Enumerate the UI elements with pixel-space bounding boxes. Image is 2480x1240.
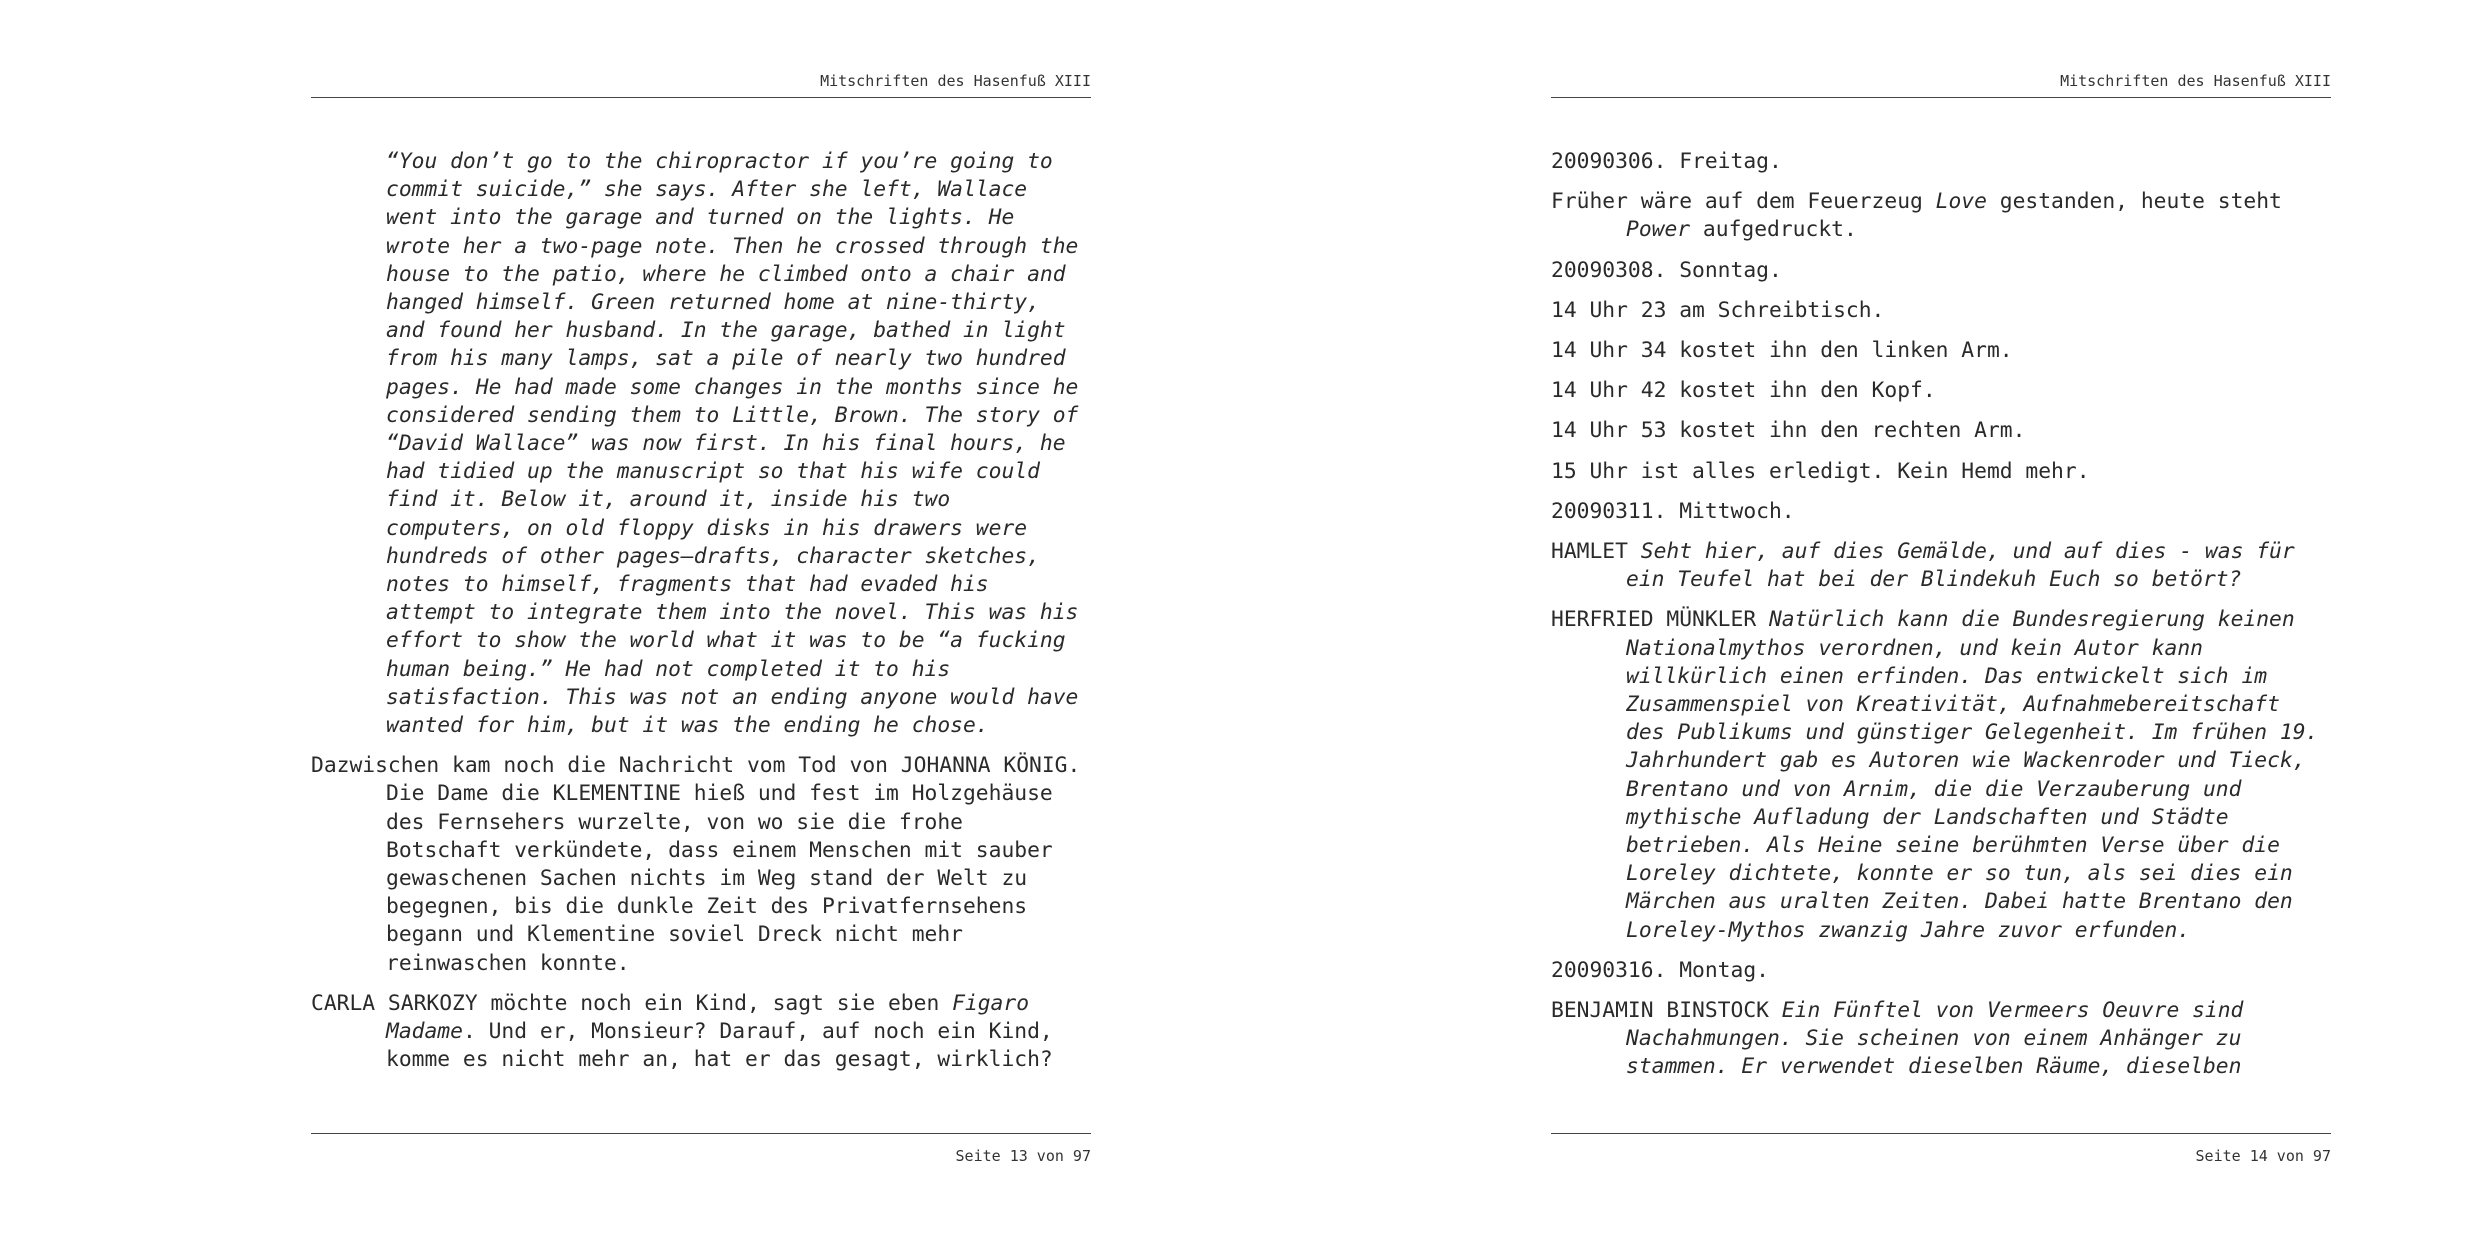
paragraph-feuerzeug [1551, 188, 2331, 244]
paragraph-binstock [1551, 997, 2331, 1082]
time-entry: 14 Uhr 42 kostet ihn den Kopf. [1551, 378, 1936, 404]
date-entry: 20090306. Freitag. [1551, 149, 1782, 174]
text-run: Früher wäre auf dem Feuerzeug [1551, 189, 1936, 215]
speaker-name: HAMLET [1551, 539, 1641, 565]
text-run: gestanden, heute steht [1986, 189, 2282, 215]
running-head: Mitschriften des Hasenfuß XIII [2060, 72, 2331, 90]
paragraph-sarkozy [311, 990, 1091, 1075]
italic-run: Ein Fünftel von Vermeers Oeuvre sind Nachahmungen. Sie scheinen von einem Anhänger zu stammen. Er verwendet dieselben Räume, dieselben [1626, 998, 2244, 1080]
text-run: CARLA SARKOZY möchte noch ein Kind, sagt sie eben [311, 990, 953, 1016]
footer-rule [1551, 1133, 2331, 1134]
page-number: Seite 13 von 97 [955, 1147, 1091, 1165]
footer-rule [311, 1133, 1091, 1134]
time-entry: 14 Uhr 53 kostet ihn den rechten Arm. [1551, 418, 2026, 444]
paragraph-muenkler [1551, 606, 2331, 944]
italic-run: Seht hier, auf dies Gemälde, und auf dies - was für ein Teufel hat bei der Blindekuh Euch so betört? [1626, 539, 2295, 593]
right-page [1240, 0, 2480, 1240]
paragraph-hamlet [1551, 538, 2331, 594]
italic-run: Figaro Madame [386, 990, 1030, 1045]
running-head: Mitschriften des Hasenfuß XIII [820, 72, 1091, 90]
italic-run: Love [1935, 189, 1987, 215]
time-entry: 14 Uhr 34 kostet ihn den linken Arm. [1551, 338, 2013, 364]
text-run: aufgedruckt. [1690, 217, 1857, 243]
page-number: Seite 14 von 97 [2195, 1147, 2331, 1165]
italic-run: Power [1626, 217, 1691, 243]
header-rule [311, 97, 1091, 98]
header-rule [1551, 97, 2331, 98]
page-body [311, 148, 1091, 1087]
block-quote-wallace: “You don’t go to the chiropractor if you’re going to commit suicide,” she says. After she left, Wallace went into the garage and turned on the lights. He wrote her a two-page note. Then he crossed through the house to the patio, where he climbed onto a chair and hanged himself. Green returned home at nine-thirty, and found her husband. In the garage, bathed in light from his many lamps, sat a pile of nearly two hundred pages. He had made some changes in the months since he considered sending them to Little, Brown. The story of “David Wallace” was now first. In his final hours, he had tidied up the manuscript so that his wife could find it. Below it, around it, inside his two computers, on old floppy disks in his drawers were hundreds of other pages—drafts, character sketches, notes to himself, fragments that had evaded his attempt to integrate them into the novel. This was his effort to show the world what it was to be “a fucking human being.” He had not completed it to his satisfaction. This was not an ending anyone would have wanted for him, but it was the ending he chose. [386, 149, 1079, 739]
date-entry: 20090311. Mittwoch. [1551, 498, 1795, 524]
date-entry: 20090316. Montag. [1551, 957, 1769, 983]
time-entry: 14 Uhr 23 am Schreibtisch. [1551, 297, 1885, 323]
page-body [1551, 148, 2331, 1094]
speaker-name: BENJAMIN BINSTOCK [1551, 998, 1782, 1024]
speaker-name: HERFRIED MÜNKLER [1551, 607, 1769, 633]
paragraph-koenig: Dazwischen kam noch die Nachricht vom Tod von JOHANNA KÖNIG. Die Dame die KLEMENTINE hieß und fest im Holzgehäuse des Fernsehers wurzelte, von wo sie die frohe Botschaft verkündete, dass einem Menschen mit sauber gewaschenen Sachen nichts im Weg stand der Welt zu begegnen, bis die dunkle Zeit des Privatfernsehens begann und Klementine soviel Dreck nicht mehr reinwaschen konnte. [311, 753, 1081, 976]
italic-run: Natürlich kann die Bundesregierung keinen Nationalmythos verordnen, und kein Autor kann willkürlich einen erfinden. Das entwickelt sich im Zusammenspiel von Kreativität, Aufnahmebereitschaft des Publikums und günstiger Gelegenheit. Im frühen 19. Jahrhundert gab es Autoren wie Wackenroder und Tieck, Brentano und von Arnim, die die Verzauberung und mythische Aufladung der Landschaften und Städte betrieben. Als Heine seine berühmten Verse über die Loreley dichtete, konnte er so tun, als sei dies ein Märchen aus uralten Zeiten. Dabei hatte Brentano den Loreley-Mythos zwanzig Jahre zuvor erfunden. [1626, 607, 2319, 943]
date-entry: 20090308. Sonntag. [1551, 257, 1782, 283]
text-run: . Und er, Monsieur? Darauf, auf noch ein Kind, komme es nicht mehr an, hat er das gesagt, wirklich? [386, 1019, 1053, 1073]
time-entry: 15 Uhr ist alles erledigt. Kein Hemd mehr. [1551, 458, 2090, 484]
